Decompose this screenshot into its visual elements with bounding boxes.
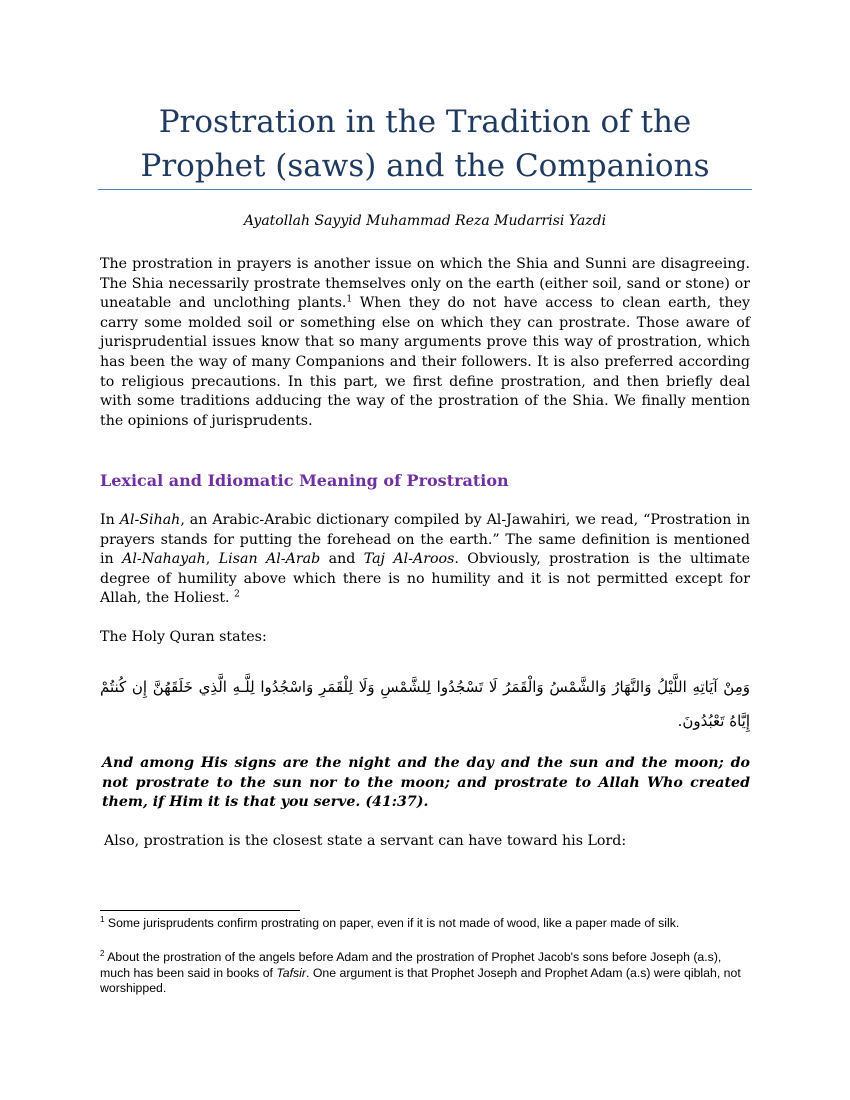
arabic-verse: وَمِنْ آيَاتِهِ اللَّيْلُ وَالنَّهَارُ وَالشَّمْسُ وَالْقَمَرُ لَا تَسْجُدُوا لِلشَّمْسِ وَلَا لِلْقَمَرِ وَاسْجُدُوا لِلَّـهِ الَّذِي خَلَقَهُنَّ إِن كُنتُمْ إِيَّاهُ تَعْبُدُونَ. bbox=[100, 678, 750, 730]
footnote-2-number: 2 bbox=[100, 948, 105, 958]
title-divider bbox=[98, 189, 752, 190]
footnote-1-number: 1 bbox=[100, 914, 105, 924]
book-title-al-nahayah: Al-Nahayah bbox=[122, 551, 206, 568]
book-title-taj-al-aroos: Taj Al-Aroos bbox=[363, 551, 455, 568]
page-title bbox=[98, 100, 752, 188]
closing-sentence: Also, prostration is the closest state a servant can have toward his Lord: bbox=[104, 833, 627, 849]
footnote-2-italic: Tafsir bbox=[276, 965, 306, 980]
footnote-2-text-b: . One argument is that Prophet Joseph and Prophet Adam (a.s) were qiblah, not worshipped. bbox=[100, 965, 741, 995]
footnote-separator bbox=[100, 910, 300, 911]
lexical-text-1: In bbox=[100, 512, 115, 528]
footnote-ref-1[interactable]: 1 bbox=[346, 294, 353, 305]
author-line: Ayatollah Sayyid Muhammad Reza Mudarrisi Yazdi bbox=[243, 213, 607, 229]
intro-paragraph bbox=[100, 255, 750, 431]
lexical-text-5: . Obviously, prostration is the ultimate degree of humility above which there is no humility and it is not permitted except for Allah, the Holiest. bbox=[100, 551, 750, 607]
lexical-text-4: and bbox=[320, 551, 364, 568]
footnote-ref-2[interactable]: 2 bbox=[234, 589, 240, 600]
quran-intro: The Holy Quran states: bbox=[100, 629, 267, 645]
book-title-al-sihah: Al-Sihah bbox=[119, 512, 181, 528]
intro-text-a: The prostration in prayers is another issue on which the Shia and Sunni are disagreeing. The Shia necessarily prostrate themselves only on the earth (either soil, sand or stone) or uneatable and unclothing plants. bbox=[100, 256, 750, 312]
footnote-1-text: Some jurisprudents confirm prostrating on paper, even if it is not made of wood, like a paper made of silk. bbox=[104, 916, 680, 930]
section-heading: Lexical and Idiomatic Meaning of Prostration bbox=[100, 471, 509, 490]
title-line-1: Prostration in the Tradition of the bbox=[158, 104, 692, 140]
footnote-2 bbox=[100, 950, 750, 997]
book-title-lisan-al-arab: Lisan Al-Arab bbox=[218, 551, 321, 568]
footnote-2-text-a: About the prostration of the angels before Adam and the prostration of Prophet Jacob's sons before Joseph (a.s), much has been said in books of bbox=[100, 950, 722, 980]
intro-text-b: When they do not have access to clean earth, they carry some molded soil or something else on which they can prostrate. Those aware of jurisprudential issues know that so many arguments prove this way of prostration, which has been the way of many Companions and their followers. It is also preferred according to religious precautions. In this part, we first define prostration, and then briefly deal with some traditions adducing the way of the prostration of the Shia. We finally mention the opinions of jurisprudents. bbox=[100, 295, 750, 429]
lexical-text-3: , bbox=[205, 551, 219, 568]
footnote-1 bbox=[100, 916, 750, 932]
verse-translation: And among His signs are the night and the day and the sun and the moon; do not prostrate to the sun nor to the moon; and prostrate to Allah Who created them, if Him it is that you serve. (41:37). bbox=[102, 755, 750, 811]
lexical-paragraph bbox=[100, 511, 750, 609]
title-line-2: Prophet (saws) and the Companions bbox=[140, 148, 710, 184]
lexical-text-2: , an Arabic-Arabic dictionary compiled by Al-Jawahiri, we read, “Prostration in prayers stands for putting the forehead on the earth.” The same definition is mentioned in bbox=[100, 512, 750, 568]
